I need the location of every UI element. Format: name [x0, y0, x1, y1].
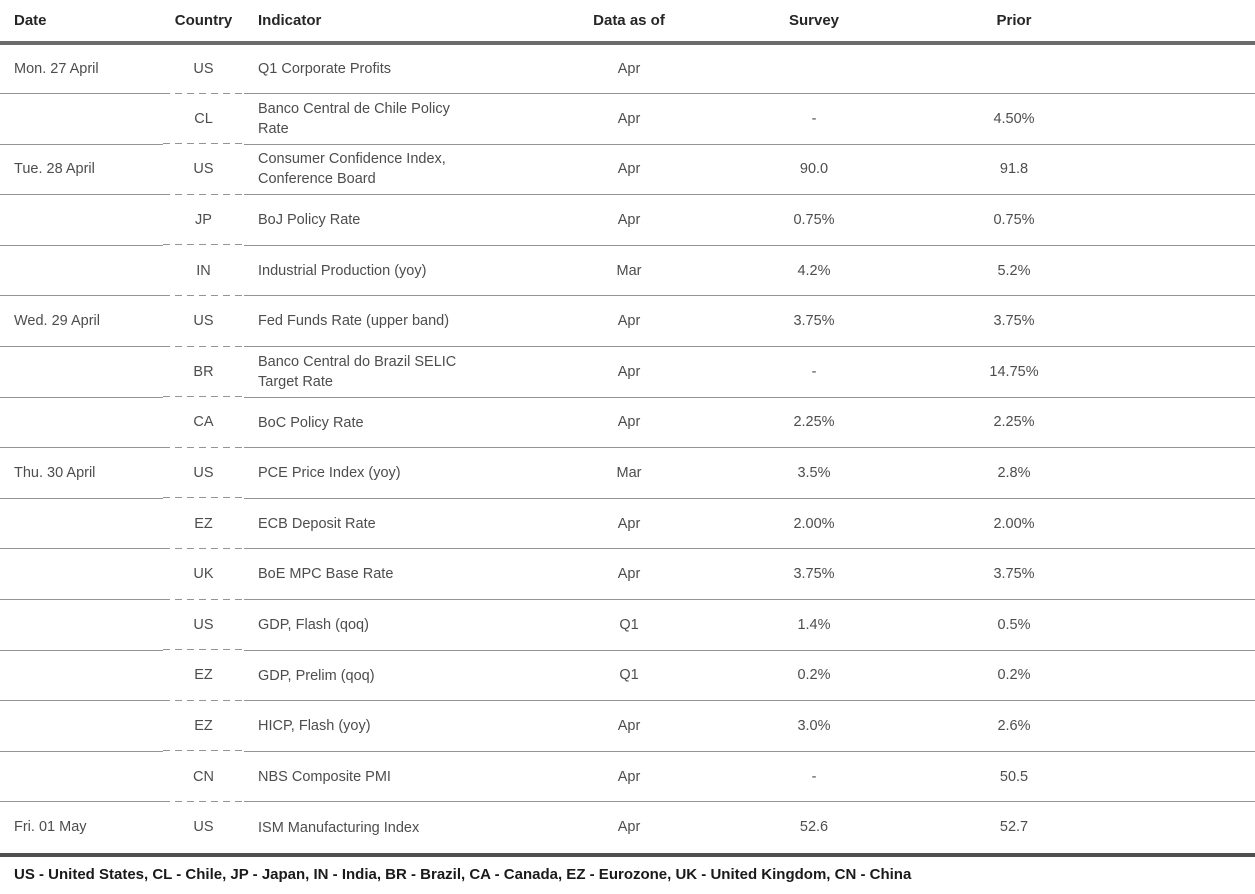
cell-prior: 50.5	[934, 751, 1094, 802]
cell-filler	[1094, 296, 1255, 347]
cell-indicator	[244, 701, 564, 752]
cell-country: JP	[163, 195, 244, 246]
cell-indicator	[244, 144, 564, 195]
cell-country: IN	[163, 245, 244, 296]
table-row	[0, 195, 1255, 246]
column-header-indicator: Indicator	[244, 0, 564, 43]
cell-filler	[1094, 448, 1255, 499]
cell-prior: 4.50%	[934, 94, 1094, 145]
table-row	[0, 397, 1255, 448]
table-row	[0, 498, 1255, 549]
indicator-text: ECB Deposit Rate	[258, 515, 376, 532]
cell-filler	[1094, 600, 1255, 651]
cell-country: US	[163, 600, 244, 651]
cell-indicator	[244, 650, 564, 701]
indicator-text: BoE MPC Base Rate	[258, 566, 394, 583]
cell-prior: 2.25%	[934, 397, 1094, 448]
cell-survey: 0.2%	[694, 650, 934, 701]
cell-filler	[1094, 144, 1255, 195]
cell-survey: 3.75%	[694, 549, 934, 600]
cell-filler	[1094, 397, 1255, 448]
cell-date: Fri. 01 May	[14, 819, 87, 836]
table-row	[0, 549, 1255, 600]
cell-prior: 52.7	[999, 819, 1029, 836]
cell-date	[0, 701, 163, 752]
indicator-text: GDP, Prelim (qoq)	[258, 667, 375, 684]
cell-date: Thu. 30 April	[0, 448, 163, 499]
cell-indicator	[244, 94, 564, 145]
cell-date	[0, 245, 163, 296]
cell-country: US	[163, 43, 244, 94]
column-header-survey: Survey	[694, 0, 934, 43]
indicator-text: NBS Composite PMI	[258, 768, 391, 785]
cell-data-as-of: Mar	[564, 245, 694, 296]
cell-prior: 3.75%	[934, 549, 1094, 600]
cell-date: Tue. 28 April	[0, 144, 163, 195]
cell-indicator	[244, 600, 564, 651]
cell-date: Mon. 27 April	[0, 43, 163, 94]
table-row	[0, 245, 1255, 296]
cell-data-as-of: Q1	[564, 600, 694, 651]
cell-date	[0, 549, 163, 600]
cell-date: Wed. 29 April	[0, 296, 163, 347]
cell-date	[0, 600, 163, 651]
table-row	[0, 751, 1255, 802]
cell-survey: -	[694, 751, 934, 802]
cell-filler	[1094, 94, 1255, 145]
cell-data-as-of: Apr	[564, 397, 694, 448]
table-row	[0, 347, 1255, 398]
cell-filler	[1094, 650, 1255, 701]
indicator-text: Banco Central de Chile Policy Rate	[258, 100, 450, 137]
indicator-text: BoC Policy Rate	[258, 414, 364, 431]
indicator-text: Banco Central do Brazil SELIC Target Rate	[258, 353, 457, 390]
indicator-text: Q1 Corporate Profits	[258, 61, 391, 78]
cell-indicator	[244, 347, 564, 398]
cell-indicator	[244, 43, 564, 94]
cell-prior: 0.75%	[934, 195, 1094, 246]
cell-country: CL	[163, 94, 244, 145]
cell-data-as-of: Mar	[564, 448, 694, 499]
cell-indicator	[244, 195, 564, 246]
cell-data-as-of: Apr	[564, 43, 694, 94]
cell-survey: 3.0%	[694, 701, 934, 752]
cell-filler	[1094, 549, 1255, 600]
cell-country: EZ	[163, 498, 244, 549]
cell-country: EZ	[163, 650, 244, 701]
column-header-country: Country	[163, 0, 244, 43]
cell-survey: 2.00%	[694, 498, 934, 549]
cell-country: CA	[163, 397, 244, 448]
cell-survey: -	[694, 94, 934, 145]
cell-country: US	[163, 144, 244, 195]
indicator-text: Fed Funds Rate (upper band)	[258, 313, 450, 330]
column-header-filler	[1094, 0, 1255, 43]
cell-prior	[934, 43, 1094, 94]
cell-data-as-of: Apr	[617, 819, 641, 836]
cell-filler	[1094, 498, 1255, 549]
cell-country: EZ	[163, 701, 244, 752]
cell-prior: 14.75%	[934, 347, 1094, 398]
cell-prior: 2.6%	[934, 701, 1094, 752]
cell-data-as-of: Q1	[564, 650, 694, 701]
cell-country: US	[163, 296, 244, 347]
cell-survey: 3.75%	[694, 296, 934, 347]
cell-survey: 1.4%	[694, 600, 934, 651]
cell-country: UK	[163, 549, 244, 600]
cell-date	[0, 94, 163, 145]
cell-prior: 3.75%	[934, 296, 1094, 347]
cell-data-as-of: Apr	[564, 751, 694, 802]
indicator-text: ISM Manufacturing Index	[258, 819, 420, 836]
cell-filler	[1094, 701, 1255, 752]
cell-prior: 91.8	[934, 144, 1094, 195]
cell-survey: 4.2%	[694, 245, 934, 296]
cell-prior: 2.8%	[934, 448, 1094, 499]
cell-country: BR	[163, 347, 244, 398]
cell-indicator	[244, 549, 564, 600]
cell-survey	[694, 43, 934, 94]
cell-data-as-of: Apr	[564, 701, 694, 752]
cell-data-as-of: Apr	[564, 94, 694, 145]
column-header-prior: Prior	[934, 0, 1094, 43]
table-row	[0, 650, 1255, 701]
indicator-text: PCE Price Index (yoy)	[258, 465, 401, 482]
cell-survey: -	[694, 347, 934, 398]
table-row	[0, 600, 1255, 651]
header-row	[0, 0, 1255, 43]
cell-filler	[1094, 802, 1255, 853]
cell-indicator	[244, 751, 564, 802]
cell-date	[0, 195, 163, 246]
cell-survey: 3.5%	[694, 448, 934, 499]
cell-data-as-of: Apr	[564, 296, 694, 347]
cell-data-as-of: Apr	[564, 498, 694, 549]
table-body	[0, 43, 1255, 853]
cell-prior: 0.5%	[934, 600, 1094, 651]
cell-data-as-of: Apr	[564, 195, 694, 246]
cell-date	[0, 347, 163, 398]
cell-filler	[1094, 347, 1255, 398]
table-row	[0, 296, 1255, 347]
indicator-text: HICP, Flash (yoy)	[258, 718, 371, 735]
cell-date	[0, 397, 163, 448]
indicator-text: BoJ Policy Rate	[258, 212, 361, 229]
cell-filler	[1094, 43, 1255, 94]
cell-date	[0, 650, 163, 701]
cell-indicator	[244, 448, 564, 499]
table-header	[0, 0, 1255, 43]
table-row	[0, 94, 1255, 145]
cell-survey: 2.25%	[694, 397, 934, 448]
cell-survey: 52.6	[799, 819, 829, 836]
indicator-text: Industrial Production (yoy)	[258, 262, 427, 279]
cell-country: US	[163, 448, 244, 499]
table-row	[0, 802, 1255, 853]
indicator-text: GDP, Flash (qoq)	[258, 616, 369, 633]
cell-prior: 5.2%	[934, 245, 1094, 296]
table-row	[0, 701, 1255, 752]
cell-data-as-of: Apr	[564, 144, 694, 195]
cell-prior: 0.2%	[934, 650, 1094, 701]
cell-filler	[1094, 195, 1255, 246]
column-header-data-as-of: Data as of	[564, 0, 694, 43]
column-header-date: Date	[0, 0, 163, 43]
cell-prior: 2.00%	[934, 498, 1094, 549]
cell-survey: 90.0	[694, 144, 934, 195]
cell-date	[0, 751, 163, 802]
indicator-text: Consumer Confidence Index, Conference Board	[258, 151, 446, 188]
cell-filler	[1094, 751, 1255, 802]
table-row	[0, 448, 1255, 499]
cell-indicator	[244, 245, 564, 296]
country-code-legend: US - United States, CL - Chile, JP - Japan, IN - India, BR - Brazil, CA - Canada, EZ - Eurozone, UK - United Kingdom, CN - China	[0, 853, 1255, 883]
table-row	[0, 144, 1255, 195]
cell-survey: 0.75%	[694, 195, 934, 246]
cell-country: CN	[163, 751, 244, 802]
cell-indicator	[244, 296, 564, 347]
cell-filler	[1094, 245, 1255, 296]
cell-data-as-of: Apr	[564, 347, 694, 398]
cell-country: US	[193, 819, 214, 836]
cell-data-as-of: Apr	[564, 549, 694, 600]
cell-date	[0, 498, 163, 549]
cell-indicator	[244, 397, 564, 448]
table-row	[0, 43, 1255, 94]
cell-indicator	[244, 802, 564, 853]
cell-indicator	[244, 498, 564, 549]
